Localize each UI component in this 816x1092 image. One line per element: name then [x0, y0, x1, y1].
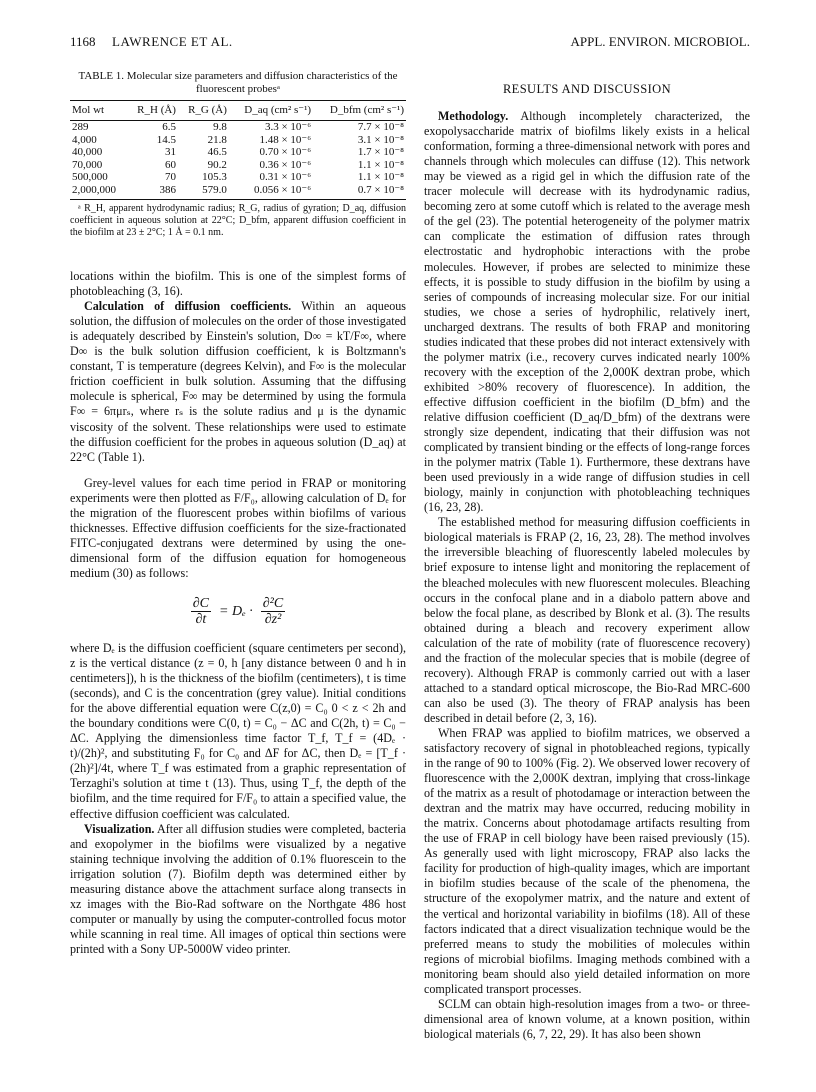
table-cell: 46.5 [207, 146, 227, 159]
running-header [70, 34, 750, 52]
table-cell: 3.3 × 10⁻⁶ [264, 121, 312, 134]
table-row [70, 146, 406, 159]
paragraph-text: Within an aqueous solution, the diffusion of molecules on the order of those investigated is adequately described by Einstein's solution, D∞ = kT/F∞, where D∞ is the bulk solution diffusion coefficient, k is Boltzmann's constant, T is temperature (degrees Kelvin), and F∞ is the molecular friction coefficient in bulk solution. Assuming that the diffusing molecule is spherical, F∞ may be determined by using the formula F∞ = 6πμrₛ, where rₛ is the solute radius and μ is the dynamic viscosity of the solvent. These relationships were used to estimate the diffusion coefficient for the probes in aqueous solution (D_aq) at 22°C (Table 1). [70, 299, 406, 464]
paragraph: SCLM can obtain high-resolution images from a two- or three-dimensional area of known volume, at a known position, within biological materials (6, 7, 22, 29). It has also been shown [424, 996, 750, 1041]
paragraph: locations within the biofilm. This is one of the simplest forms of photobleaching (3, 16). [70, 269, 406, 299]
table-caption: TABLE 1. Molecular size parameters and diffusion characteristics of the fluorescent probesᵃ [78, 70, 398, 95]
table-cell: 9.8 [213, 121, 227, 134]
left-column [70, 70, 406, 957]
table-header-row [70, 101, 406, 121]
table-cell: 14.5 [156, 133, 176, 146]
table-cell: 70,000 [72, 158, 103, 171]
table-cell: 0.056 × 10⁻⁶ [253, 183, 312, 196]
table-cell: 21.8 [207, 133, 227, 146]
table-footnote: ᵃ R_H, apparent hydrodynamic radius; R_G, radius of gyration; D_aq, diffusion coefficient in aqueous solution at 22°C; D_bfm, apparent diffusion coefficient in the biofilm at 23 ± 2°C; 1 Å = 0.1 nm. [70, 203, 406, 239]
table-cell: 0.70 × 10⁻⁶ [259, 146, 312, 159]
page-number: 1168 [70, 34, 96, 49]
table-cell: 7.7 × 10⁻⁸ [357, 121, 404, 134]
table-cell: 60 [164, 158, 176, 171]
table-cell: 1.1 × 10⁻⁸ [357, 171, 404, 184]
equation-term: ∂t [195, 612, 207, 628]
running-authors: LAWRENCE ET AL. [112, 34, 233, 49]
table-cell: 31 [164, 146, 176, 159]
right-column [424, 70, 750, 1042]
table-cell: 70 [164, 171, 176, 184]
paragraph-methodology [424, 109, 750, 515]
table-cell: 1.48 × 10⁻⁶ [259, 133, 312, 146]
journal-name: APPL. ENVIRON. MICROBIOL. [570, 34, 750, 49]
table-cell: 105.3 [202, 171, 227, 184]
table-row [70, 121, 406, 134]
column-header: R_G (Å) [188, 104, 227, 116]
equation-term: ∂C [192, 596, 210, 612]
table-row [70, 171, 406, 184]
table-cell: 289 [72, 121, 89, 134]
paragraph-heading: Calculation of diffusion coefficients. [84, 299, 292, 314]
table-row [70, 134, 406, 147]
table-row [70, 159, 406, 172]
table-cell: 90.2 [207, 158, 227, 171]
table-cell: 579.0 [202, 183, 227, 196]
table-cell: 500,000 [72, 171, 108, 184]
column-header: D_aq (cm² s⁻¹) [244, 104, 312, 116]
paragraph-text: After all diffusion studies were completed, bacteria and exopolymer in the biofilms were visualized by a negative staining technique involving the addition of 0.1% fluorescein to the irrigation solution (7). Biofilm depth was determined either by measuring distance above the attachment surface along transects in xz images with the Bio-Rad software on the Northgate 486 host computer or manually by using the computer-controlled focus motor while scanning in real time. All images of optical thin sections were printed with a Sony UP-5000W video printer. [70, 821, 406, 956]
equation-term: = Dₑ · [219, 604, 253, 620]
table-cell: 1.1 × 10⁻⁸ [357, 158, 404, 171]
table-cell: 0.31 × 10⁻⁶ [259, 171, 312, 184]
table-cell: 1.7 × 10⁻⁸ [357, 146, 404, 159]
column-header: R_H (Å) [137, 104, 176, 116]
paragraph: The established method for measuring diffusion coefficients in biological materials is FRAP (2, 16, 23, 28). The method involves the irreversible bleaching of fluorescently labeled molecules by brief exposure to intense light and monitoring the replacement of the bleached molecules with new fluorescent molecules. Bleaching occurs in the confocal plane and in a diabolo pattern above and below the focal plane, as described by Blonk et al. (3). The results obtained during a bleach and recovery experiment allow calculation of the rate of mobility (rate of fluorescence recovery) and the fraction of the molecular species that is mobile (degree of recovery). Although FRAP is commonly carried out with a laser attached to a standard optical microscope, the Bio-Rad MRC-600 can also be used (3). The theory of FRAP analysis has been described in detail before (2, 3, 16). [424, 515, 750, 725]
column-header: Mol wt [72, 104, 105, 116]
table-cell: 4,000 [72, 133, 97, 146]
paragraph-visualization [70, 822, 406, 957]
table-cell: 0.7 × 10⁻⁸ [357, 183, 404, 196]
diffusion-equation [70, 589, 406, 635]
paragraph-heading: Methodology. [438, 109, 509, 124]
equation-term: ∂²C [262, 596, 284, 612]
paragraph: Grey-level values for each time period in FRAP or monitoring experiments were then plotted as F/F₀, allowing calculation of Dₑ for the migration of the fluorescent probes within biofilms of various thicknesses. Effective diffusion coefficients for the size-fractionated FITC-conjugated dextrans were determined by using the one-dimensional form of the diffusion equation for homogeneous medium (30) as follows: [70, 475, 406, 580]
table-1 [70, 100, 406, 200]
paragraph: When FRAP was applied to biofilm matrices, we observed a satisfactory recovery of signal in photobleached regions, typically in the range of 90 to 100% (Fig. 2). We observed lower recovery of fluorescence with the 2,000K dextran, implying that cross-linkage of the matrix as a result of photodamage or interaction between the dextran and the matrix may have occurred, reducing mobility in the matrix. Concerns about photodamage artifacts resulting from the use of FRAP in cell biology have been raised previously (15). As generally used with light microscopy, FRAP also lacks the facility for production of high-quality images, which are important in biofilm studies because of the scale of the phenomena, the structure of the exopolymer matrix, and the nature and extent of the vertical and horizontal variability in biofilms (18). All of these factors indicated that a direct visualization technique would be the preferred means to study the mobilities of molecules within regions of microbial biofilms. Imaging methods combined with a monitoring beam should also yield detailed information on more complicated transport processes. [424, 725, 750, 996]
table-cell: 0.36 × 10⁻⁶ [259, 158, 312, 171]
paragraph-calculation [70, 299, 406, 465]
table-cell: 386 [159, 183, 176, 196]
table-row [70, 184, 406, 200]
table-cell: 40,000 [72, 146, 103, 159]
paragraph-text: Although incompletely characterized, the exopolysaccharide matrix of biofilms likely exists in a helical conformation, forming a three-dimensional network with pores and channels through which molecules can diffuse (12). This network may be viewed as a rigid gel in which the diffusion rate of the tracer molecule will decrease with its hydrodynamic radius, becoming zero at some cutoff which is related to the average mesh of the gel (23). The potential heterogeneity of the polymer matrix can complicate the estimation of diffusion rates through electrostatic and hydrophobic interactions with the probe molecules. However, if probes are selected to minimize these effects, it is possible to study diffusion in the biofilm by using a series of compounds of increasing molecular size. For our initial studies, we chose a series of hydrophilic, relatively inert, uncharged dextrans. The results of both FRAP and monitoring studies indicated that these probes did not interact extensively with the polymer matrix (i.e., recovery curves indicated nearly 100% recovery with the exception of the 2,000K dextran probe, which exhibited >80% recovery of fluorescence). In addition, the effective diffusion coefficient in the biofilm (D_bfm) and the relative diffusion coefficient (D_aq/D_bfm) of the dextrans were strongly size dependent, indicating that their diffusion was not complicated by transient binding or the effects of long-range forces in the polymer matrix (Table 1). Furthermore, these dextrans have been used previously in a wide range of diffusion studies in cell biology, mainly in conjunction with photobleaching techniques (16, 23, 28). [424, 109, 750, 515]
equation-term: ∂z² [264, 612, 282, 628]
paragraph: where Dₑ is the diffusion coefficient (square centimeters per second), z is the vertical distance (z = 0, h [any distance between 0 and h in centimeters]), h is the thickness of the biofilm (centimeters), t is time (seconds), and C is the concentration (grey value). Initial conditions for the above differential equation were C(z,0) = C₀ 0 < z < 2h and the boundary conditions were C(0, t) = C₀ − ΔC and C(2h, t) = C₀ − ΔC. Applying the dimensionless time factor T_f, T_f = (4Dₑ · t)/(2h)², and substituting F₀ for C₀ and ΔF for ΔC, then Dₑ = [T_f · (2h)²]/4t, where T_f was estimated from a graphic representation of Terzaghi's solution at time t (13). Thus, using T_f, the depth of the biofilm, and the time required for F/F₀ to attain a specified value, the effective diffusion coefficient was calculated. [70, 640, 406, 821]
column-header: D_bfm (cm² s⁻¹) [329, 104, 404, 116]
table-cell: 3.1 × 10⁻⁸ [357, 133, 404, 146]
paragraph-heading: Visualization. [84, 821, 155, 836]
table-cell: 6.5 [162, 121, 176, 134]
section-heading: RESULTS AND DISCUSSION [502, 82, 672, 96]
table-cell: 2,000,000 [72, 183, 116, 196]
